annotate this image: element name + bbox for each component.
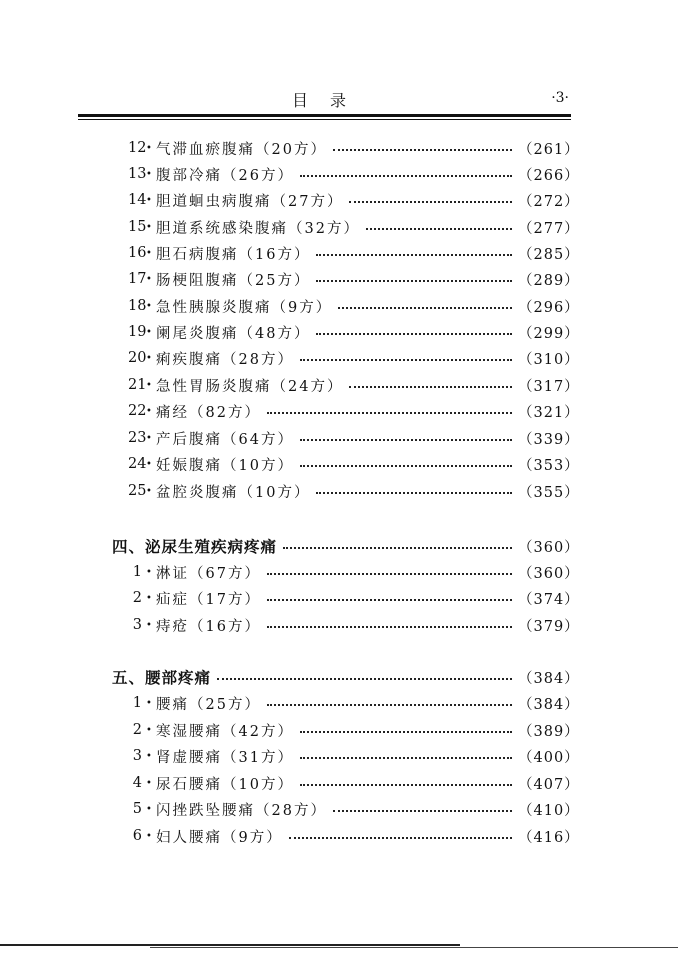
entry-number: 17 [128,271,147,287]
entry-page: （277） [518,220,580,237]
entry-number: 21 [128,377,147,393]
bullet-icon: • [146,326,152,338]
entry-label: 胆道蛔虫病腹痛（27方） [156,193,344,210]
bullet-icon: • [146,194,152,206]
entry-label: 闪挫跌坠腰痛（28方） [156,802,327,819]
entry-label: 肾虚腰痛（31方） [156,749,294,766]
header-rule-thick [78,114,571,117]
dot-leader [316,333,512,335]
entry-page: （379） [518,618,580,635]
entry-label: 肠梗阻腹痛（25方） [156,272,311,289]
toc-entry[interactable] [128,798,580,820]
entry-number: 22 [128,403,147,419]
bullet-icon: • [146,405,152,417]
entry-label: 妊娠腹痛（10方） [156,457,294,474]
dot-leader [300,757,512,759]
entry-page: （296） [518,299,580,316]
dot-leader [366,228,512,230]
entry-label: 胆道系统感染腹痛（32方） [156,220,360,237]
entry-number: 15 [128,219,147,235]
entry-label: 尿石腰痛（10方） [156,776,294,793]
entry-label: 急性胰腺炎腹痛（9方） [156,299,333,316]
dot-leader [333,810,512,812]
toc-entry[interactable] [128,374,580,396]
toc-entry[interactable] [128,242,580,264]
entry-label: 气滞血瘀腹痛（20方） [156,141,327,158]
bullet-icon: • [146,830,152,842]
entry-page: （353） [518,457,580,474]
toc-entry[interactable] [128,295,580,317]
toc-entry[interactable] [128,427,580,449]
entry-label: 产后腹痛（64方） [156,431,294,448]
entry-page: （360） [518,565,580,582]
dot-leader [349,386,512,388]
toc-entry[interactable] [128,216,580,238]
entry-label: 急性胃肠炎腹痛（24方） [156,378,344,395]
toc-entry[interactable] [128,825,580,847]
dot-leader [300,784,512,786]
entry-page: （384） [518,696,580,713]
entry-page: （321） [518,404,580,421]
entry-label: 胆石病腹痛（16方） [156,246,311,263]
entry-page: （374） [518,591,580,608]
entry-label: 痢疾腹痛（28方） [156,351,294,368]
entry-page: （355） [518,484,580,501]
entry-page: （400） [518,749,580,766]
entry-number: 3 [132,748,142,764]
dot-leader [300,439,512,441]
dot-leader [316,492,512,494]
toc-entry[interactable] [128,692,580,714]
entry-page: （410） [518,802,580,819]
entry-number: 4 [132,775,142,791]
bullet-icon: • [146,697,152,709]
entry-label: 淋证（67方） [156,565,261,582]
bullet-icon: • [146,352,152,364]
bullet-icon: • [146,592,152,604]
toc-entry[interactable] [128,745,580,767]
entry-page: （285） [518,246,580,263]
entry-label: 寒湿腰痛（42方） [156,723,294,740]
entry-page: （310） [518,351,580,368]
entry-number: 19 [128,324,147,340]
entry-label: 阑尾炎腹痛（48方） [156,325,311,342]
footer-rule [0,944,460,946]
toc-entry[interactable] [128,347,580,369]
toc-entry[interactable] [128,163,580,185]
page-header [78,88,571,116]
toc-entry[interactable] [128,772,580,794]
dot-leader [283,547,512,549]
dot-leader [300,731,512,733]
entry-page: （272） [518,193,580,210]
entry-number: 20 [128,350,147,366]
dot-leader [217,678,512,680]
bullet-icon: • [146,566,152,578]
entry-label: 盆腔炎腹痛（10方） [156,484,311,501]
entry-page: （266） [518,167,580,184]
bullet-icon: • [146,458,152,470]
toc-entry[interactable] [128,587,580,609]
dot-leader [267,599,512,601]
bullet-icon: • [146,485,152,497]
toc-entry[interactable] [128,453,580,475]
page-number: ·3· [551,90,569,106]
dot-leader [316,254,512,256]
bullet-icon: • [146,619,152,631]
entry-number: 1 [132,564,142,580]
bullet-icon: • [146,273,152,285]
entry-number: 2 [132,722,142,738]
entry-number: 24 [128,456,147,472]
header-rule-thin [78,119,571,120]
entry-number: 12 [128,140,147,156]
entry-page: （261） [518,141,580,158]
bullet-icon: • [146,247,152,259]
bullet-icon: • [146,432,152,444]
dot-leader [267,412,512,414]
section-label: 四、泌尿生殖疾病疼痛 [112,538,278,556]
entry-number: 14 [128,192,147,208]
toc-entry[interactable] [128,614,580,636]
entry-page: （317） [518,378,580,395]
bullet-icon: • [146,803,152,815]
toc-entry[interactable] [128,321,580,343]
toc-entry[interactable] [128,137,580,159]
dot-leader [338,307,512,309]
toc-entry[interactable] [128,189,580,211]
entry-label: 痔疮（16方） [156,618,261,635]
entry-page: （299） [518,325,580,342]
entry-number: 6 [132,828,142,844]
toc-section-heading[interactable] [112,666,580,688]
entry-number: 18 [128,298,147,314]
entry-label: 疝症（17方） [156,591,261,608]
toc-entry[interactable] [128,561,580,583]
entry-label: 痛经（82方） [156,404,261,421]
entry-number: 2 [132,590,142,606]
entry-page: （416） [518,829,580,846]
entry-label: 妇人腰痛（9方） [156,829,283,846]
dot-leader [300,465,512,467]
dot-leader [300,359,512,361]
entry-number: 23 [128,430,147,446]
dot-leader [267,626,512,628]
bullet-icon: • [146,379,152,391]
bullet-icon: • [146,724,152,736]
section-page: （360） [518,539,580,556]
bullet-icon: • [146,777,152,789]
toc-entry[interactable] [128,719,580,741]
entry-label: 腰痛（25方） [156,696,261,713]
dot-leader [300,175,512,177]
bullet-icon: • [146,300,152,312]
entry-page: （389） [518,723,580,740]
dot-leader [349,201,512,203]
entry-number: 16 [128,245,147,261]
toc-entry[interactable] [128,268,580,290]
entry-number: 3 [132,617,142,633]
entry-number: 13 [128,166,147,182]
entry-page: （289） [518,272,580,289]
bullet-icon: • [146,750,152,762]
section-label: 五、腰部疼痛 [112,669,212,687]
entry-number: 25 [128,483,147,499]
dot-leader [333,149,512,151]
entry-label: 腹部冷痛（26方） [156,167,294,184]
section-page: （384） [518,670,580,687]
bullet-icon: • [146,221,152,233]
toc-entry[interactable] [128,400,580,422]
toc-section-heading[interactable] [112,535,580,557]
toc-entry[interactable] [128,480,580,502]
bullet-icon: • [146,168,152,180]
entry-number: 5 [132,801,142,817]
entry-page: （339） [518,431,580,448]
dot-leader [267,704,512,706]
page-title: 目录 [292,91,369,110]
footer-rule-secondary [150,947,678,948]
entry-number: 1 [132,695,142,711]
dot-leader [267,573,512,575]
bullet-icon: • [146,142,152,154]
entry-page: （407） [518,776,580,793]
dot-leader [316,280,512,282]
dot-leader [289,837,512,839]
